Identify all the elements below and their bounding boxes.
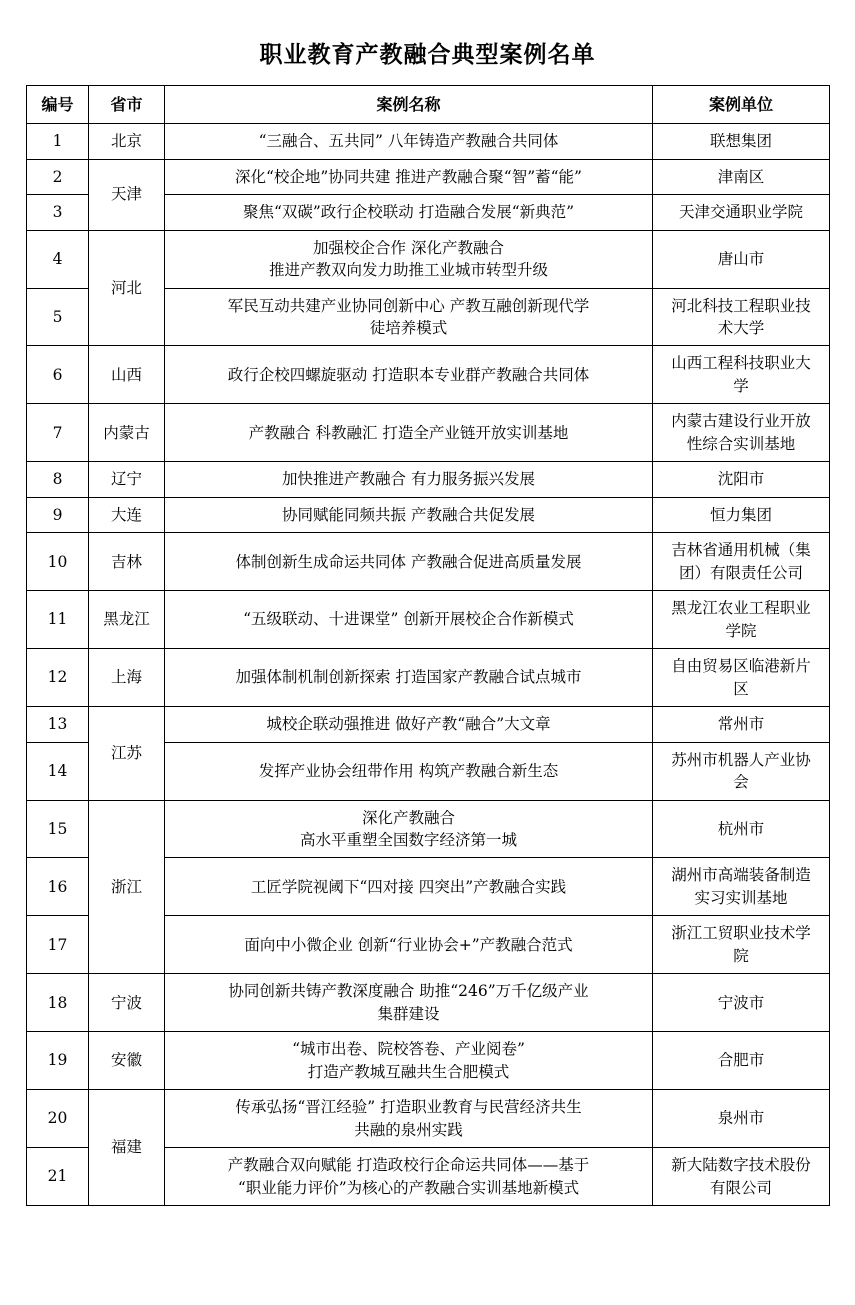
table-row: [27, 159, 830, 194]
cell-case-name: [165, 1090, 653, 1148]
cell-case-unit: [653, 916, 830, 974]
case-name-line: “五级联动、十进课堂” 创新开展校企合作新模式: [243, 610, 574, 629]
cell-no: 5: [27, 288, 89, 346]
case-unit-line: 术大学: [717, 319, 765, 337]
cell-province: 福建: [89, 1090, 165, 1206]
case-unit-line: 河北科技工程职业技: [671, 296, 811, 315]
cell-case-unit: [653, 742, 830, 800]
cell-province: 安徽: [89, 1032, 165, 1090]
case-unit-line: 杭州市: [717, 819, 765, 838]
table-row: [27, 346, 830, 404]
case-unit-line: 山西工程科技职业大: [671, 354, 811, 373]
table-row: [27, 462, 830, 497]
case-unit-line: 沈阳市: [717, 470, 765, 489]
table-row: [27, 404, 830, 462]
cell-case-unit: [653, 974, 830, 1032]
cell-case-name: [165, 916, 653, 974]
cell-no: 6: [27, 346, 89, 404]
cell-case-unit: [653, 1148, 830, 1206]
cell-province: 浙江: [89, 800, 165, 974]
table-header-row: [27, 86, 830, 124]
cell-province: 北京: [89, 124, 165, 159]
table-row: [27, 649, 830, 707]
case-name-line: 深化“校企地”协同共建 推进产教融合聚“智”蓄“能”: [235, 167, 582, 186]
cell-no: 12: [27, 649, 89, 707]
case-name-line: 发挥产业协会纽带作用 构筑产教融合新生态: [258, 761, 559, 780]
table-row: [27, 497, 830, 532]
cell-case-name: [165, 1032, 653, 1090]
case-unit-line: 吉林省通用机械（集: [671, 541, 811, 560]
cell-province: 黑龙江: [89, 591, 165, 649]
cell-province: 天津: [89, 159, 165, 230]
case-name-line: 工匠学院视阈下“四对接 四突出”产教融合实践: [250, 877, 567, 896]
case-name-line: 军民互动共建产业协同创新中心 产教互融创新现代学: [227, 296, 590, 315]
case-unit-line: 有限公司: [709, 1178, 772, 1197]
table-row: [27, 591, 830, 649]
case-unit-line: 恒力集团: [709, 505, 772, 524]
cell-case-name: [165, 159, 653, 194]
cell-case-unit: [653, 404, 830, 462]
case-name-line: 打造产教城互融共生合肥模式: [307, 1062, 510, 1081]
case-unit-line: 合肥市: [717, 1051, 765, 1070]
case-name-line: 政行企校四螺旋驱动 打造职本专业群产教融合共同体: [227, 365, 590, 384]
cell-case-unit: [653, 533, 830, 591]
case-name-line: 传承弘扬“晋江经验” 打造职业教育与民营经济共生: [235, 1098, 582, 1117]
cell-case-unit: [653, 591, 830, 649]
cell-no: 9: [27, 497, 89, 532]
cell-case-unit: [653, 649, 830, 707]
case-unit-line: 泉州市: [717, 1109, 765, 1128]
case-name-line: 徒培养模式: [369, 319, 448, 337]
cell-province: 大连: [89, 497, 165, 532]
case-unit-line: 新大陆数字技术股份: [671, 1156, 811, 1175]
case-unit-line: 性综合实训基地: [686, 434, 796, 453]
table-row: [27, 800, 830, 858]
cell-no: 2: [27, 159, 89, 194]
cell-case-name: [165, 649, 653, 707]
cell-no: 18: [27, 974, 89, 1032]
case-name-line: 集群建设: [377, 1004, 440, 1023]
case-unit-line: 实习实训基地: [694, 888, 788, 907]
cell-case-name: [165, 404, 653, 462]
cell-no: 14: [27, 742, 89, 800]
cell-no: 11: [27, 591, 89, 649]
case-unit-line: 常州市: [717, 715, 765, 734]
case-unit-line: 学院: [725, 621, 757, 640]
cell-no: 8: [27, 462, 89, 497]
cell-case-name: [165, 533, 653, 591]
cell-case-unit: [653, 124, 830, 159]
cell-case-name: [165, 346, 653, 404]
case-name-line: 聚焦“双碳”政行企校联动 打造融合发展“新典范”: [242, 203, 575, 222]
cell-case-unit: [653, 497, 830, 532]
case-unit-line: 院: [733, 946, 749, 965]
cell-province: 吉林: [89, 533, 165, 591]
cell-case-name: [165, 462, 653, 497]
cell-no: 15: [27, 800, 89, 858]
cell-case-name: [165, 707, 653, 742]
column-header-no: 编号: [27, 86, 89, 124]
cell-case-name: [165, 288, 653, 346]
cell-case-unit: [653, 195, 830, 230]
cell-no: 13: [27, 707, 89, 742]
cell-province: 河北: [89, 230, 165, 346]
page-title: 职业教育产教融合典型案例名单: [259, 42, 596, 68]
case-unit-line: 浙江工贸职业技术学: [671, 924, 811, 943]
table-row: [27, 707, 830, 742]
cell-case-name: [165, 591, 653, 649]
case-unit-line: 区: [733, 679, 749, 698]
cell-case-unit: [653, 159, 830, 194]
case-name-line: 高水平重塑全国数字经济第一城: [299, 830, 517, 849]
case-unit-line: 内蒙古建设行业开放: [671, 412, 811, 431]
cell-no: 20: [27, 1090, 89, 1148]
case-name-line: 协同创新共铸产教深度融合 助推“246”万千亿级产业: [228, 982, 589, 1001]
cell-case-name: [165, 124, 653, 159]
cell-case-unit: [653, 346, 830, 404]
case-unit-line: 宁波市: [717, 993, 765, 1012]
cell-no: 1: [27, 124, 89, 159]
case-unit-line: 会: [733, 773, 749, 792]
case-name-line: 推进产教双向发力助推工业城市转型升级: [268, 261, 548, 280]
case-unit-line: 苏州市机器人产业协: [671, 750, 811, 769]
table-header: [27, 86, 830, 124]
cell-case-name: [165, 230, 653, 288]
table-row: [27, 533, 830, 591]
case-name-line: 共融的泉州实践: [354, 1120, 463, 1139]
cell-case-name: [165, 195, 653, 230]
case-unit-line: 自由贸易区临港新片: [671, 657, 811, 676]
cell-case-name: [165, 1148, 653, 1206]
case-name-line: 加快推进产教融合 有力服务振兴发展: [282, 470, 535, 489]
case-name-line: “职业能力评价”为核心的产教融合实训基地新模式: [237, 1178, 580, 1197]
cell-case-unit: [653, 1090, 830, 1148]
cell-case-unit: [653, 462, 830, 497]
cell-no: 4: [27, 230, 89, 288]
cell-province: 江苏: [89, 707, 165, 800]
cell-province: 内蒙古: [89, 404, 165, 462]
cell-case-unit: [653, 1032, 830, 1090]
cell-no: 7: [27, 404, 89, 462]
cell-province: 宁波: [89, 974, 165, 1032]
cell-case-unit: [653, 800, 830, 858]
case-name-line: 协同赋能同频共振 产教融合共促发展: [282, 505, 535, 524]
case-unit-line: 天津交通职业学院: [678, 203, 803, 222]
cell-province: 辽宁: [89, 462, 165, 497]
case-unit-line: 团）有限责任公司: [678, 563, 803, 582]
case-unit-line: 湖州市高端装备制造: [671, 866, 811, 885]
cell-province: 山西: [89, 346, 165, 404]
case-name-line: “三融合、五共同” 八年铸造产教融合共同体: [258, 132, 559, 151]
cell-case-name: [165, 858, 653, 916]
cell-province: 上海: [89, 649, 165, 707]
cell-case-unit: [653, 288, 830, 346]
table-row: [27, 230, 830, 288]
case-name-line: 体制创新生成命运共同体 产教融合促进高质量发展: [235, 552, 582, 571]
cell-no: 17: [27, 916, 89, 974]
table-body: [27, 124, 830, 1206]
table-row: [27, 1032, 830, 1090]
cell-no: 19: [27, 1032, 89, 1090]
cell-no: 10: [27, 533, 89, 591]
case-name-line: 城校企联动强推进 做好产教“融合”大文章: [266, 715, 551, 734]
column-header-province: 省市: [89, 86, 165, 124]
table-row: [27, 124, 830, 159]
case-list-table: [26, 85, 830, 1206]
case-unit-line: 黑龙江农业工程职业: [671, 599, 811, 618]
case-name-line: “城市出卷、院校答卷、产业阅卷”: [292, 1040, 525, 1059]
column-header-case-name: 案例名称: [165, 86, 653, 124]
table-row: [27, 1090, 830, 1148]
cell-case-unit: [653, 230, 830, 288]
case-name-line: 产教融合 科教融汇 打造全产业链开放实训基地: [248, 423, 569, 442]
cell-no: 3: [27, 195, 89, 230]
cell-no: 21: [27, 1148, 89, 1206]
column-header-case-unit: 案例单位: [653, 86, 830, 124]
cell-case-name: [165, 497, 653, 532]
cell-case-unit: [653, 858, 830, 916]
case-name-line: 深化产教融合: [361, 808, 455, 827]
case-unit-line: 学: [733, 376, 749, 395]
case-unit-line: 联想集团: [709, 132, 772, 151]
cell-case-unit: [653, 707, 830, 742]
case-name-line: 加强体制机制创新探索 打造国家产教融合试点城市: [235, 668, 582, 687]
table-row: [27, 974, 830, 1032]
cell-case-name: [165, 974, 653, 1032]
case-unit-line: 津南区: [717, 167, 765, 186]
cell-case-name: [165, 800, 653, 858]
case-name-line: 产教融合双向赋能 打造政校行企命运共同体——基于: [227, 1156, 590, 1175]
case-name-line: 面向中小微企业 创新“行业协会+”产教融合范式: [244, 935, 573, 954]
case-unit-line: 唐山市: [717, 249, 765, 268]
cell-case-name: [165, 742, 653, 800]
case-name-line: 加强校企合作 深化产教融合: [313, 238, 504, 257]
cell-no: 16: [27, 858, 89, 916]
